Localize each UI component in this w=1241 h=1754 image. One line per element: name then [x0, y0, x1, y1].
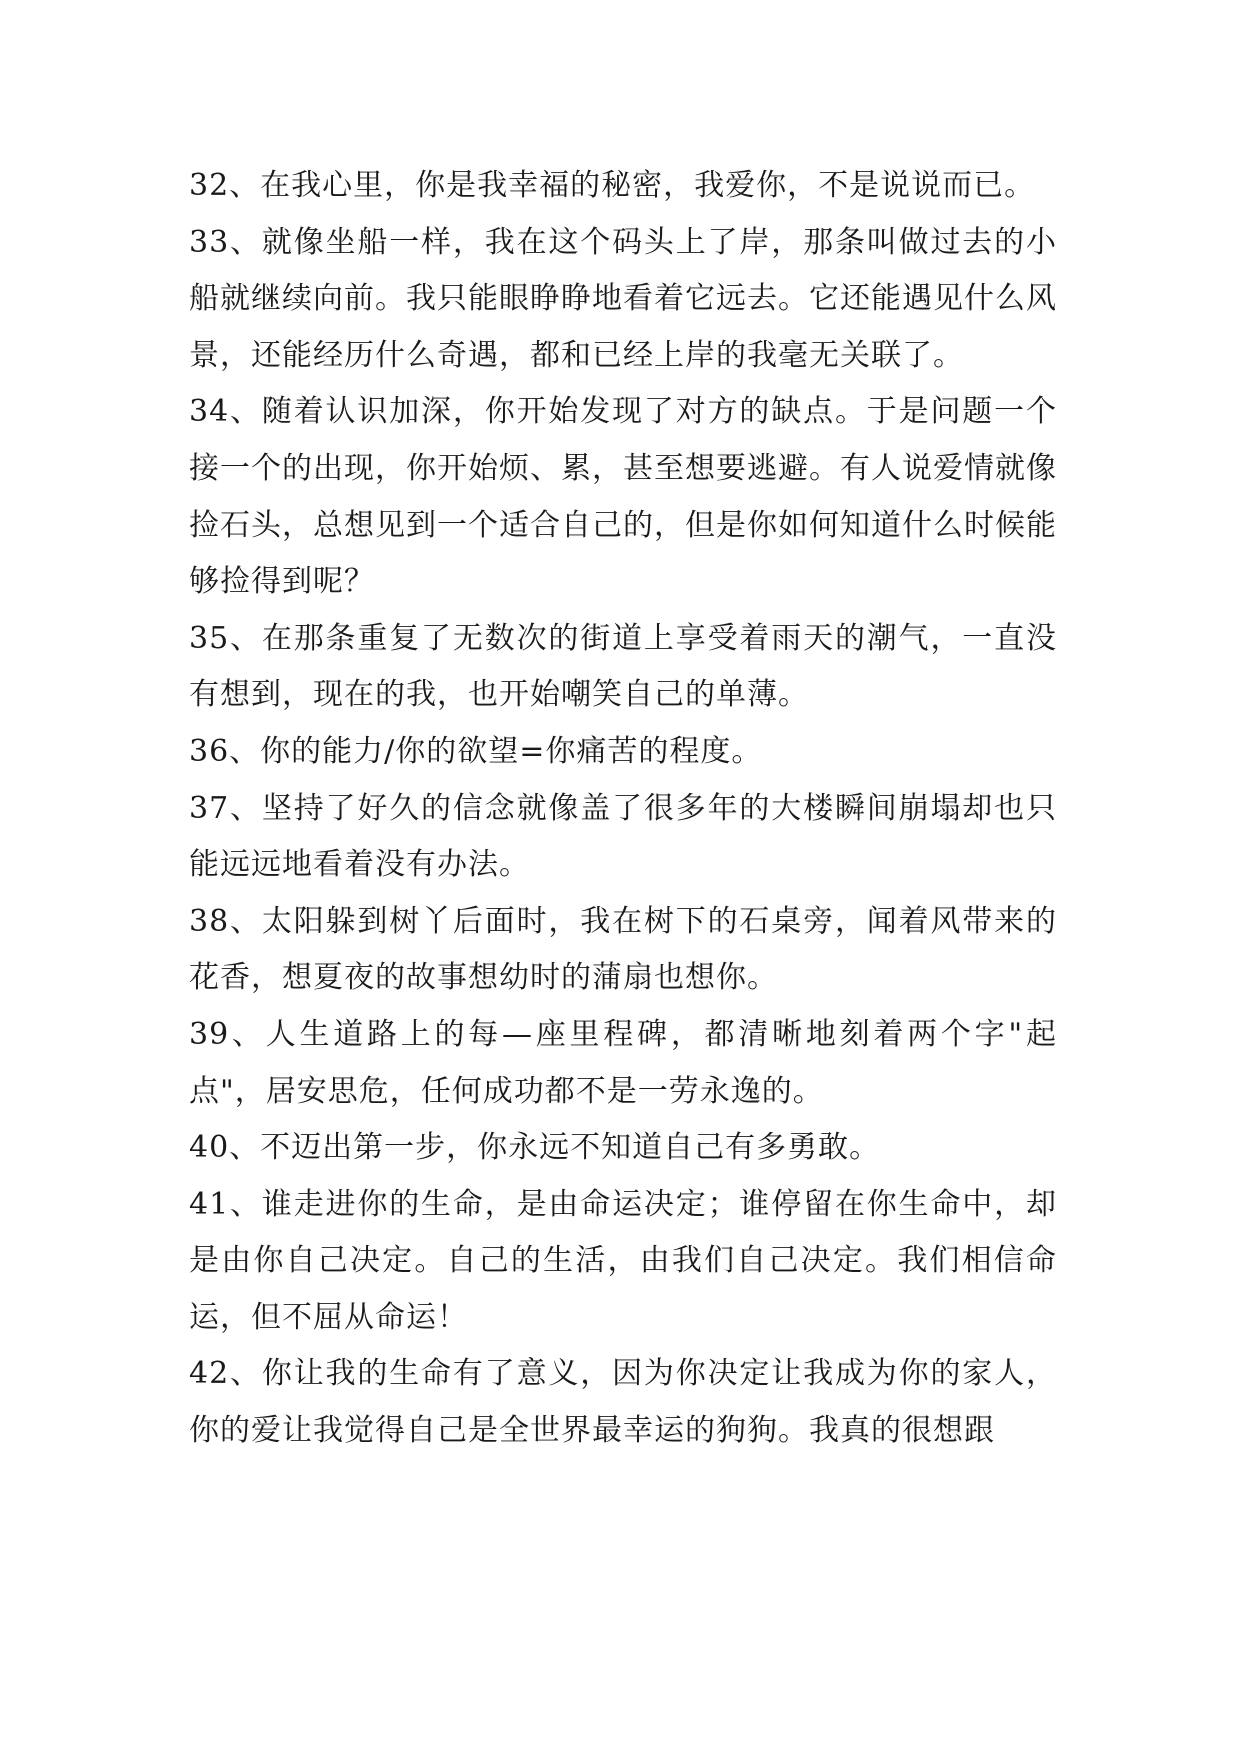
- paragraph-38: 38、太阳躲到树丫后面时，我在树下的石桌旁，闻着风带来的花香，想夏夜的故事想幼时的蒲扇也想你。: [189, 903, 1057, 996]
- paragraph-35: 35、在那条重复了无数次的街道上享受着雨天的潮气，一直没有想到，现在的我，也开始嘲笑自己的单薄。: [189, 620, 1057, 713]
- paragraph-36: 36、你的能力/你的欲望=你痛苦的程度。: [189, 733, 763, 769]
- paragraph-34: 34、随着认识加深，你开始发现了对方的缺点。于是问题一个接一个的出现，你开始烦、累，甚至想要逃避。有人说爱情就像捡石头，总想见到一个适合自己的，但是你如何知道什么时候能够捡得到呢？: [189, 394, 1057, 600]
- paragraph-37: 37、坚持了好久的信念就像盖了很多年的大楼瞬间崩塌却也只能远远地看着没有办法。: [189, 790, 1057, 883]
- paragraph-42: 42、你让我的生命有了意义，因为你决定让我成为你的家人，你的爱让我觉得自己是全世界最幸运的狗狗。我真的很想跟: [189, 1356, 1057, 1449]
- paragraph-32: 32、在我心里，你是我幸福的秘密，我爱你，不是说说而已。: [189, 168, 1036, 203]
- paragraph-39: 39、人生道路上的每—座里程碑，都清晰地刻着两个字"起点"，居安思危，任何成功都不是一劳永逸的。: [189, 1016, 1057, 1109]
- paragraph-33: 33、就像坐船一样，我在这个码头上了岸，那条叫做过去的小船就继续向前。我只能眼睁睁地看着它远去。它还能遇见什么风景，还能经历什么奇遇，都和已经上岸的我毫无关联了。: [189, 224, 1057, 373]
- document-body: [189, 158, 1057, 1460]
- paragraph-41: 41、谁走进你的生命，是由命运决定；谁停留在你生命中，却是由你自己决定。自己的生活，由我们自己决定。我们相信命运，但不屈从命运！: [189, 1186, 1057, 1335]
- paragraph-40: 40、不迈出第一步，你永远不知道自己有多勇敢。: [189, 1130, 881, 1166]
